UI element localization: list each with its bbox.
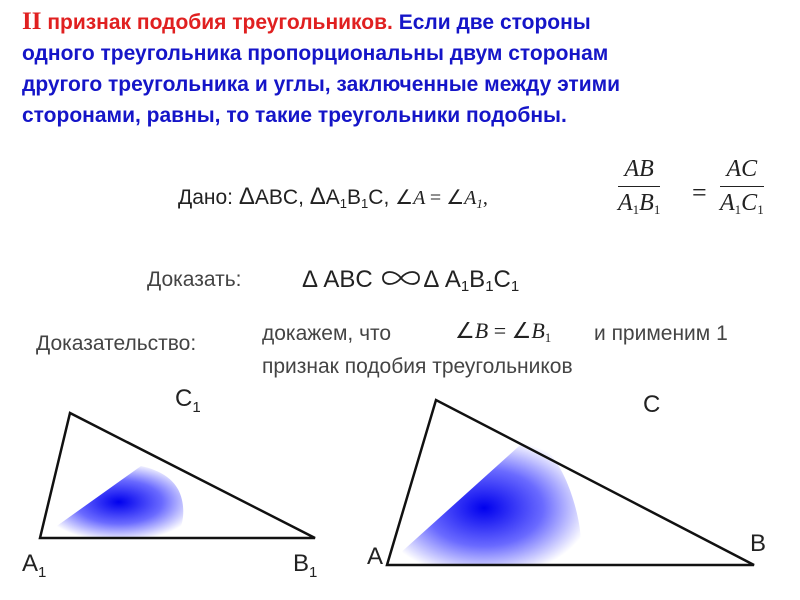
theorem-text-3: другого треугольника и углы, заключенные между этими — [22, 73, 621, 96]
proof-label: Доказательство: — [36, 332, 197, 355]
angle-icon: ∠ — [395, 187, 414, 209]
similarity-icon — [379, 267, 423, 295]
angle-icon: ∠ — [455, 318, 475, 343]
right-angle-fill — [387, 438, 581, 565]
triangle-icon: Δ — [309, 183, 326, 210]
vertex-a1: $A_1$ — [22, 550, 47, 581]
given-triangle-1: ABC, — [254, 186, 304, 209]
vertex-c: C — [643, 391, 661, 418]
prove-statement: Δ ABC Δ $A_1B_1C_1$ — [302, 266, 520, 295]
theorem-title: признак подобия треугольников. — [47, 11, 393, 34]
given-fraction-2: $\frac{AC}{A_1C_1}$ — [720, 156, 764, 217]
given-fraction-1: $\frac{AB}{A_1B_1}$ — [618, 156, 661, 217]
given-fraction-equals: = — [692, 178, 707, 207]
proof-line-2: признак подобия треугольников — [262, 355, 573, 378]
given-line: Дано: ΔABC, $\Delta A_1B_1C$, ∠A = $\angle A_1$, — [178, 183, 488, 211]
theorem-statement — [22, 6, 792, 131]
theorem-text-2: одного треугольника пропорциональны двум сторонам — [22, 42, 609, 65]
left-angle-fill — [40, 466, 183, 538]
triangle-a1b1c1 — [40, 413, 315, 538]
triangle-abc — [387, 400, 754, 565]
triangle-icon: Δ — [238, 183, 255, 210]
angle-icon: ∠ — [511, 318, 532, 343]
vertex-a: A — [367, 543, 384, 570]
vertex-b1: $B_1$ — [293, 550, 318, 581]
proof-line-1b: и применим 1 — [594, 322, 728, 345]
theorem-text-4: сторонами, равны, то такие треугольники подобны. — [22, 104, 567, 127]
vertex-c1: $C_1$ — [175, 385, 201, 416]
given-angle-equality: ∠A = $\angle A_1$, — [395, 187, 488, 211]
angle-icon: ∠ — [446, 187, 465, 209]
theorem-text-1: Если две стороны — [398, 11, 591, 34]
given-label: Дано: — [178, 186, 234, 209]
vertex-b: B — [750, 530, 767, 557]
proof-line-1a: докажем, что — [262, 322, 392, 345]
triangle-icon: Δ — [423, 266, 439, 293]
prove-label: Доказать: — [147, 268, 242, 291]
theorem-number: II — [22, 8, 42, 35]
triangle-icon: Δ — [302, 266, 317, 293]
proof-angle-equality: ∠B = $\angle B_1$ — [455, 318, 552, 345]
